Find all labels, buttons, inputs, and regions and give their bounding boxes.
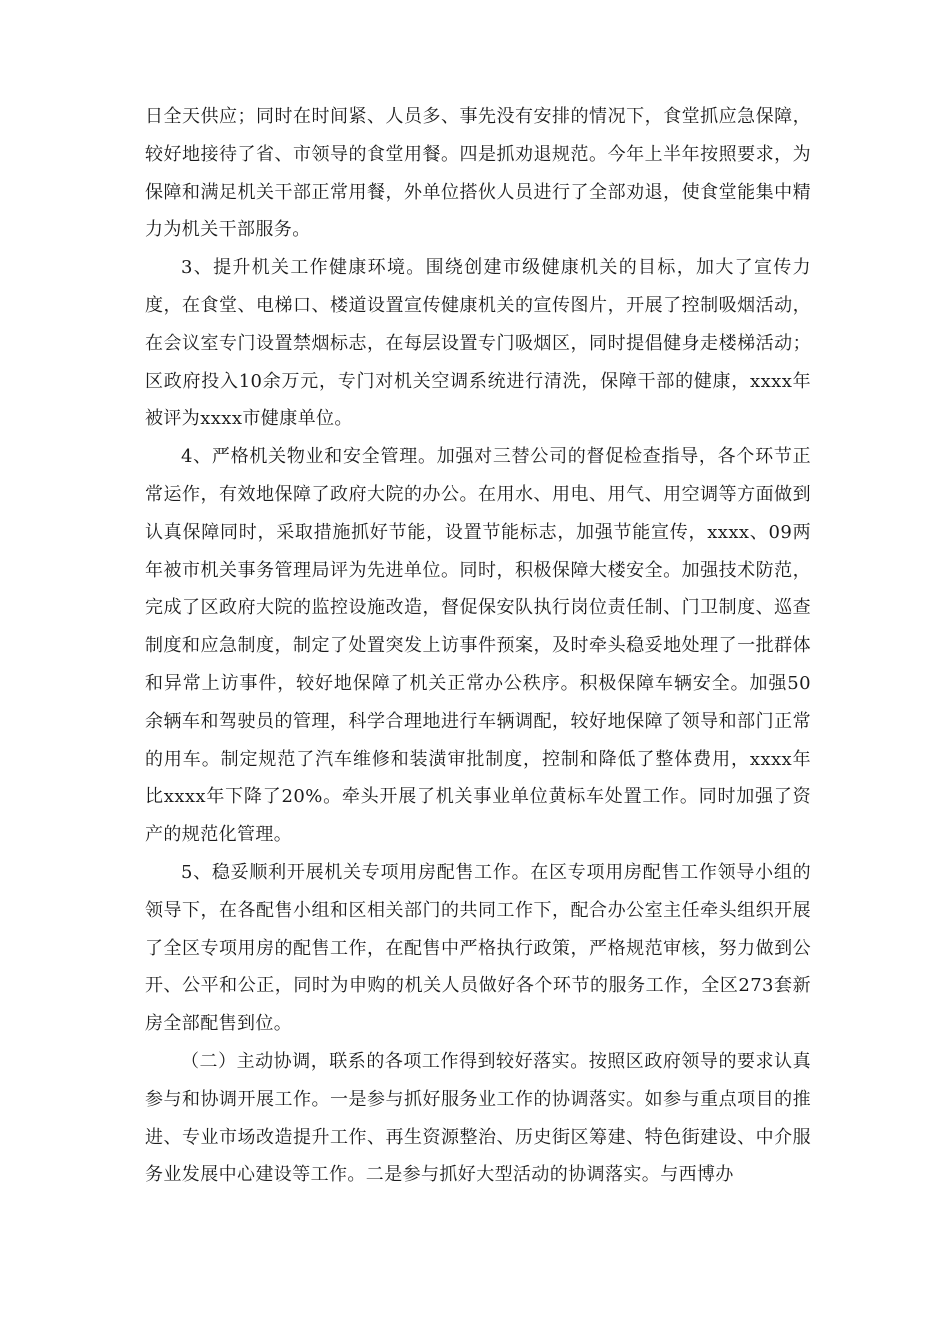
paragraph-coordination: （二）主动协调，联系的各项工作得到较好落实。按照区政府领导的要求认真参与和协调开展工作。一是参与抓好服务业工作的协调落实。如参与重点项目的推进、专业市场改造提升工作、再生资源整治、历史街区筹建、特色街建设、中介服务业发展中心建设等工作。二是参与抓好大型活动的协调落实。与西博办 [145,1050,811,1186]
paragraph-housing-sale: 5、稳妥顺利开展机关专项用房配售工作。在区专项用房配售工作领导小组的领导下，在各配售小组和区相关部门的共同工作下，配合办公室主任牵头组织开展了全区专项用房的配售工作，在配售中严格执行政策，严格规范审核，努力做到公开、公平和公正，同时为申购的机关人员做好各个环节的服务工作，全区273套新房全部配售到位。 [145,861,811,1035]
paragraph-property-safety: 4、严格机关物业和安全管理。加强对三替公司的督促检查指导，各个环节正常运作，有效地保障了政府大院的办公。在用水、用电、用气、用空调等方面做到认真保障同时，采取措施抓好节能，设置节能标志，加强节能宣传，xxxx、09两年被市机关事务管理局评为先进单位。同时，积极保障大楼安全。加强技术防范，完成了区政府大院的监控设施改造，督促保安队执行岗位责任制、门卫制度、巡查制度和应急制度，制定了处置突发上访事件预案，及时牵头稳妥地处理了一批群体和异常上访事件，较好地保障了机关正常办公秩序。积极保障车辆安全。加强50余辆车和驾驶员的管理，科学合理地进行车辆调配，较好地保障了领导和部门正常的用车。制定规范了汽车维修和装潢审批制度，控制和降低了整体费用，xxxx年比xxxx年下降了20%。牵头开展了机关事业单位黄标车处置工作。同时加强了资产的规范化管理。 [145,446,811,846]
document-body [145,98,811,1194]
paragraph-health-environment: 3、提升机关工作健康环境。围绕创建市级健康机关的目标，加大了宣传力度，在食堂、电梯口、楼道设置宣传健康机关的宣传图片，开展了控制吸烟活动，在会议室专门设置禁烟标志，在每层设置专门吸烟区，同时提倡健身走楼梯活动；区政府投入10余万元，专门对机关空调系统进行清洗，保障干部的健康，xxxx年被评为xxxx市健康单位。 [145,257,811,430]
paragraph-continued: 日全天供应；同时在时间紧、人员多、事先没有安排的情况下，食堂抓应急保障，较好地接待了省、市领导的食堂用餐。四是抓劝退规范。今年上半年按照要求，为保障和满足机关干部正常用餐，外单位搭伙人员进行了全部劝退，使食堂能集中精力为机关干部服务。 [145,106,811,241]
